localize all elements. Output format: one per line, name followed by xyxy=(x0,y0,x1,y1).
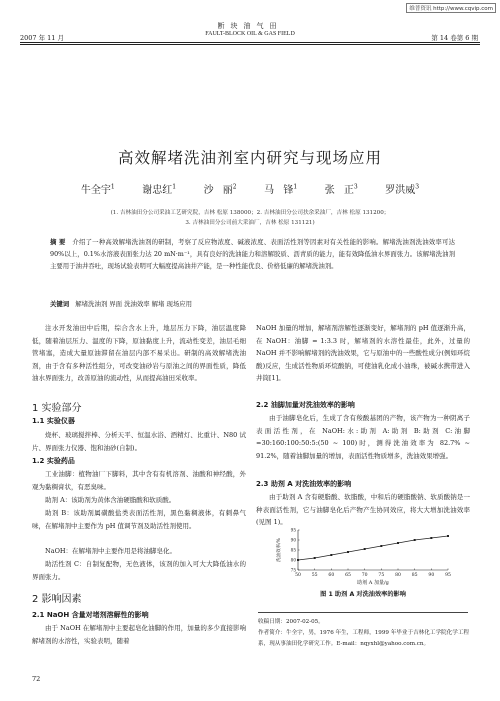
issue-date: 2007 年 11 月 xyxy=(20,34,65,42)
chart-data-point xyxy=(330,554,332,556)
header-rule xyxy=(20,42,480,43)
section-2-1-heading: 2.1 NaOH 含量对堵剂溶解性的影响 xyxy=(32,611,149,619)
para-additive-a: 助剂 A：该助剂为黄体含油硬脂酸和软质酸。 xyxy=(45,496,176,504)
para-oil-foot: 工业油脚：植物油厂下脚料，其中含有有机溶剂、油酸和神经酸，外观为黏稠膏状，有恶臭味。 xyxy=(32,470,246,491)
keywords-label: 关键词 xyxy=(50,300,70,308)
chart-series-line xyxy=(298,536,448,560)
chart-data-point xyxy=(364,548,366,550)
footnote-received: 收稿日期：2007-02-05。 xyxy=(258,619,324,625)
chart-data-point xyxy=(447,535,449,537)
footnote-rule xyxy=(258,612,468,613)
chart-y-tick-label: 90 xyxy=(290,537,296,543)
page-number: 72 xyxy=(32,675,41,683)
chart-x-tick-label: 70 xyxy=(361,573,368,578)
author: 牛全宇$^1$ xyxy=(80,183,115,196)
journal-name-cn: 断块油气田 xyxy=(217,22,283,30)
author-list xyxy=(0,181,500,196)
footnote-author-info: 作者简介：牛全宇，男，1976 年生，工程师，1999 年毕业于吉林化工学院化学工程系，现从事油田化学研究工作。E-mail：nqyxhl@yahoo.com.cn。 xyxy=(258,630,470,647)
author: 罗洪威$^3$ xyxy=(385,183,420,196)
header-rule-thin xyxy=(20,44,480,45)
chart-x-tick-label: 90 xyxy=(428,573,435,578)
chart-x-tick-label: 55 xyxy=(311,573,318,578)
figure-1-chart xyxy=(268,526,454,588)
figure-1-caption: 图 1 助剂 A 对洗油效率的影响 xyxy=(320,591,406,598)
para-additive-c: 助活性剂 C：自制复配物，无色液体，该剂的加入可大大降低油水的界面张力。 xyxy=(32,560,246,581)
keywords-text: 解堵洗油剂 界面 洗油效率 解堵 现场应用 xyxy=(75,300,193,308)
chart-y-axis-label: 洗油效率/% xyxy=(277,538,282,562)
affiliation-line-2: 3. 吉林油田分公司前大采油厂，吉林 松原 131121) xyxy=(185,220,315,226)
abstract xyxy=(50,236,455,272)
chart-data-point xyxy=(430,537,432,539)
abstract-text: 介绍了一种高效解堵洗油剂的研制，考察了反应物浓度、碱液浓度、表面活性剂等因素对有关性能的影响。解堵洗油剂洗油效率可达 90%以上，0.1%水溶液表面张力达 20 mN·m⁻¹，具有良好的洗油能力和溶解胶质、沥青质的能力，能有效降低油水界面张力。该解堵洗油剂主要用于油井吞吐，现场试验表明可大幅度提高油井产能，是一种性能优良、价格低廉的解堵洗油剂。 xyxy=(50,238,455,270)
chart-x-tick-label: 60 xyxy=(328,573,335,578)
section-1-1-heading: 1.1 实验仪器 xyxy=(32,417,75,425)
chart-data-point xyxy=(414,539,416,541)
chart-data-point xyxy=(314,557,316,559)
author: 沙 丽$^2$ xyxy=(203,183,237,196)
author: 马 锋$^1$ xyxy=(264,183,298,196)
author: 张 正$^3$ xyxy=(324,183,358,196)
chart-x-tick-label: 75 xyxy=(378,573,385,578)
chart-x-tick-label: 80 xyxy=(395,573,401,578)
affiliation-line-1: (1. 吉林油田分公司采油工艺研究院，吉林 松原 138000；2. 吉林油田分公司扶余采油厂，吉林 松原 131200； xyxy=(110,210,390,216)
abstract-label: 摘 要 xyxy=(50,238,66,246)
journal-name-en: FAULT-BLOCK OIL & GAS FIELD xyxy=(205,31,295,37)
chart-data-point xyxy=(380,545,382,547)
naoh-paragraph: NaOH 加量的增加，解堵剂溶解性逐渐变好，解堵剂的 pH 值逐渐升高，在 NaOH：油脚 = 1:3.3 时，解堵剂的水溶性最佳，此外，过量的 NaOH 并不影响解堵剂的洗油效果，它与原油中的一些酸性成分(例如环烷酸)反应，生成活性物质环烷酸钠，可使油乳化成小油珠，被碱水携带进入井筒[1]。 xyxy=(256,324,470,383)
para-additive-b: 助剂 B：该助剂属磺酸盐类表面活性剂，黑色黏稠液体，有刺鼻气味，在解堵剂中主要作为 pH 值调节剂及助活性剂使用。 xyxy=(32,509,246,530)
chart-y-tick-label: 85 xyxy=(290,547,296,553)
chart-y-tick-label: 95 xyxy=(290,527,296,533)
chart-x-tick-label: 85 xyxy=(411,573,418,578)
section-2-2-heading: 2.2 油脚加量对洗油效率的影响 xyxy=(256,401,355,409)
intro-paragraph: 注水开发油田中后期，综合含水上升，地层压力下降，油层温度降低，随着油层压力、温度的下降，原油黏度上升，流动性变差，油层毛细管堵塞，造成大量原油滞留在油层内部不易采出。研制的高效解堵洗油剂，由于含有多种活性组分，可改变油砂岩与原油之间的界面性质，降低油水界面张力，改善原油的流动性，从而提高油田采收率。 xyxy=(32,324,246,383)
chart-data-point xyxy=(397,542,399,544)
chart-x-tick-label: 95 xyxy=(445,573,451,578)
section-2-3-heading: 2.3 助剂 A 对洗油效率的影响 xyxy=(256,480,352,488)
section-1-heading: 1 实验部分 xyxy=(32,403,82,414)
section-2-2-text: 由于油脚皂化后，生成了含有羧酸基团的产物，该产物为一种阴离子表面活性剂，在 NaOH:水:助剂 A:助剂 B:助剂 C:油脚=30:160:100:50:5:(50 ~ 100)时，测得洗油效率为 82.7% ~ 91.2%，随着油脚加量的增加，表面活性物质增多，洗油效果增强。 xyxy=(256,414,470,460)
watermark: 维普资讯 http://www.cqvip.com xyxy=(406,3,496,13)
section-2-3-text: 由于助剂 A 含有硬脂酸、软脂酸，中和后的硬脂酸钠、软质酸钠是一种表面活性剂，它与油脚皂化后产物产生协同效应，将大大增加洗油效率(见图 1)。 xyxy=(256,493,470,527)
chart-x-tick-label: 65 xyxy=(345,573,351,578)
chart-y-tick-label: 75 xyxy=(290,567,296,573)
chart-data-point xyxy=(347,551,349,553)
section-2-1-text: 由于 NaOH 在解堵剂中主要起皂化油脚的作用，加量的多少直接影响解堵剂的水溶性，实验表明，随着 xyxy=(32,624,246,645)
section-1-1-text: 烧杯、玻璃搅拌棒、分析天平、恒温水浴、酒精灯、比重计、N80 试片、界面张力仪器、饱和油砂(自制)。 xyxy=(32,431,246,452)
keywords xyxy=(50,298,455,310)
para-naoh: NaOH：在解堵剂中主要作用是将油脚皂化。 xyxy=(45,547,177,555)
paper-title: 高效解堵洗油剂室内研究与现场应用 xyxy=(117,149,382,167)
issue-volume: 第 14 卷第 6 期 xyxy=(431,34,478,42)
author: 谢忠红$^1$ xyxy=(142,183,177,196)
section-2-heading: 2 影响因素 xyxy=(32,594,82,605)
chart-y-tick-label: 80 xyxy=(290,557,296,563)
section-1-2-heading: 1.2 实验药品 xyxy=(32,457,75,465)
chart-x-tick-label: 50 xyxy=(295,573,301,578)
chart-data-point xyxy=(297,559,299,561)
chart-x-axis-label: 助剂 A 加量/g xyxy=(357,580,389,586)
